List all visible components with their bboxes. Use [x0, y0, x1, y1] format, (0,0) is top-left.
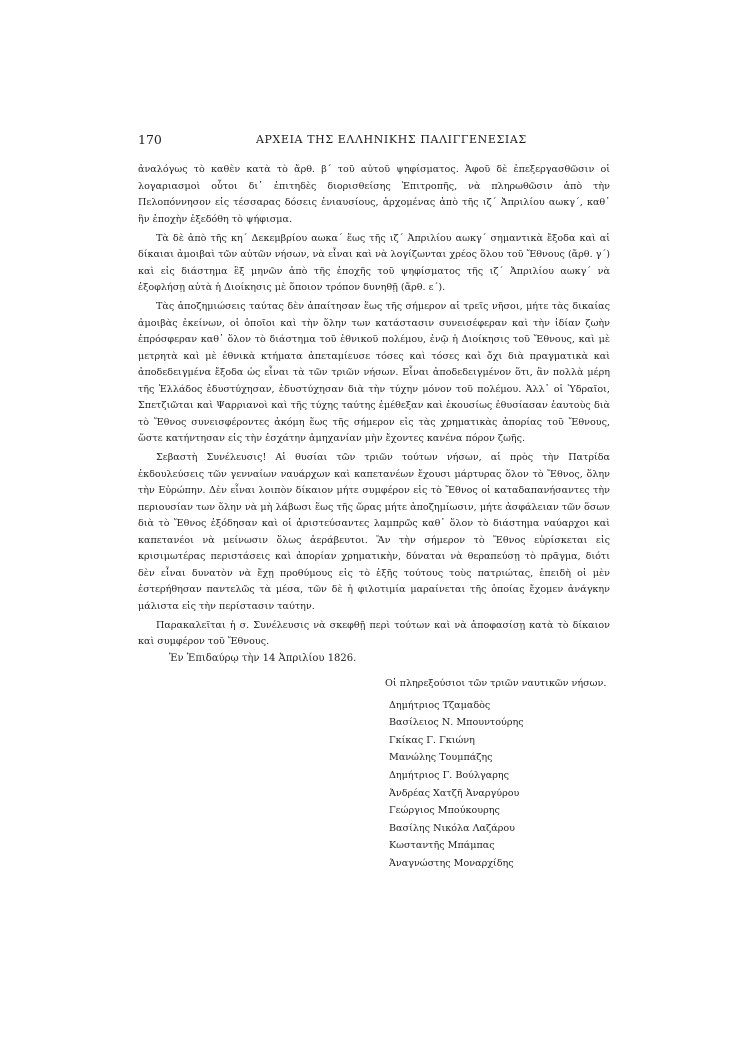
paragraph: Σεβαστὴ Συνέλευσις! Αἱ θυσίαι τῶν τριῶν τούτων νήσων, αἱ πρὸς τὴν Πατρίδα ἐκδουλεύσεις τῶν γενναίων ναυάρχων καὶ καπετανέων ἔχουσι μάρτυρας ὅλον τὸ Ἔθνος, ὅλην τὴν Εὐρώπην. Δὲν εἶναι λοιπὸν δίκαιον μήτε συμφέρον εἰς τὸ Ἔθνος οἱ καταδαπανήσαντες τὴν περιουσίαν των ὅλην νὰ μὴ λάβωσι ἕως τῆς ὥρας μήτε ἀποζημίωσιν, μήτε ἀσφάλειαν τῶν ὅσων διὰ τὸ Ἔθνος ἐξόδησαν καὶ οἱ ἀριστεύσαντες λαμπρῶς καθ᾽ ὅλον τὸ διάστημα ναύαρχοι καὶ καπετανέοι νὰ μείνωσιν ὅλως ἀεράβευτοι. Ἂν τὴν σήμερον τὸ Ἔθνος εὑρίσκεται εἰς κρισιμωτέρας περιστάσεις καὶ ἀπορίαν χρηματικὴν, δύναται νὰ θεραπεύσῃ τὸ πρᾶγμα, διότι δὲν εἶναι δυνατὸν νὰ ἔχῃ προθύμους εἰς τὸ ἑξῆς τούτους τοὺς πατριώτας, ἐπειδὴ οἱ μὲν ἐστερήθησαν παντελῶς τὰ μέσα, τῶν δὲ ἡ φιλοτιμία μαραίνεται τῆς ὁποίας ἔχομεν ἀνάγκην μάλιστα εἰς τὴν περίστασιν ταύτην.: [138, 452, 610, 612]
page-number: 170: [138, 132, 162, 147]
place-date-line: Ἐν Ἐπιδαύρῳ τὴν 14 Ἀπριλίου 1826.: [169, 653, 357, 664]
paragraph: Τὰς ἀποζημιώσεις ταύτας δὲν ἀπαίτησαν ἕως τῆς σήμερον αἱ τρεῖς νῆσοι, μήτε τὰς δικαίας ἀμοιβὰς ἐκείνων, οἱ ὁποῖοι καὶ τὴν ὅλην των κατάστασιν συνεισέφεραν καὶ τὴν ἰδίαν ζωὴν ἐπρόσφεραν καθ᾽ ὅλον τὸ διάστημα τοῦ ἐθνικοῦ πολέμου, ἐνῷ ἡ Διοίκησις τοῦ Ἔθνους, καὶ μὲ μετρητὰ καὶ μὲ ἐθνικὰ κτήματα ἀπεταμίευσε τόσες καὶ τόσες καὶ ὄχι διὰ πραγματικὰ καὶ ἀποδεδειγμένα ἔξοδα ὡς εἶναι τὰ τῶν τριῶν νήσων. Εἶναι ἀποδεδειγμένον ὅτι, ἂν πολλὰ μέρη τῆς Ἑλλάδος ἐδυστύχησαν, ἐδυστύχησαν διὰ τὴν τύχην μόνον τοῦ πολέμου. Ἀλλ᾽ οἱ Ὑδραῖοι, Σπετζιῶται καὶ Ψαρριανοὶ καὶ τῆς τύχης ταύτης ἐμέθεξαν καὶ ἑκουσίως ἐθυσίασαν ἑαυτοὺς διὰ τὸ Ἔθνος συνεισφέροντες ἀκόμη ἕως τῆς σήμερον εἰς τὰς χρηματικὰς ἀπορίας τοῦ Ἔθνους, ὥστε κατήντησαν εἰς τὴν ἐσχάτην ἀμηχανίαν μὴν ἔχοντες κανένα πόρον ζωῆς.: [138, 301, 610, 444]
paragraph: Τὰ δὲ ἀπὸ τῆς κη΄ Δεκεμβρίου αωκα΄ ἕως τῆς ιζ΄ Ἀπριλίου αωκγ΄ σημαντικὰ ἔξοδα καὶ αἱ δίκαιαι ἀμοιβαὶ τῶν αὐτῶν νήσων, νὰ εἶναι καὶ νὰ λογίζωνται χρέος ὅλου τοῦ Ἔθνους (ἄρθ. γ΄) καὶ εἰς διάστημα ἓξ μηνῶν ἀπὸ τῆς ἐποχῆς τοῦ ψηφίσματος τῆς ιζ΄ Ἀπριλίου αωκγ΄ νὰ ἐξοφλήσῃ αὐτὰ ἡ Διοίκησις μὲ ὅποιον τρόπον δυνηθῇ (ἄρθ. ε΄).: [138, 232, 610, 293]
signatory-name: Δημήτριος Τζαμαδὸς: [389, 699, 491, 711]
signatory-name: Ἀνδρέας Χατζῆ Ἀναργύρου: [389, 787, 520, 799]
running-title: ΑΡΧΕΙΑ ΤΗΣ ΕΛΛΗΝΙΚΗΣ ΠΑΛΙΓΓΕΝΕΣΙΑΣ: [256, 133, 527, 146]
signatory-name: Γκίκας Γ. Γκιώνη: [389, 734, 475, 746]
paragraph-continuation: ἀναλόγως τὸ καθὲν κατὰ τὸ ἄρθ. β΄ τοῦ αὐτοῦ ψηφίσματος. Ἀφοῦ δὲ ἐπεξεργασθῶσιν οἱ λογαριασμοὶ οὗτοι δι᾽ ἐπιτηδὲς διορισθείσης Ἐπιτροπῆς, νὰ πληρωθῶσιν ἀπὸ τὴν Πελοπόννησον εἰς τέσσαρας δόσεις ἐνιαυσίους, ἀρχομένας ἀπὸ τῆς ιζ΄ Ἀπριλίου αωκγ΄, καθ᾽ ἣν ἐποχὴν ἐξεδόθη τὸ ψήφισμα.: [138, 164, 610, 225]
signatory-name: Βασίλειος Ν. Μπουντούρης: [389, 717, 524, 729]
signatory-name: Βασίλης Νικόλα Λαζάρου: [389, 822, 515, 834]
signatory-name: Δημήτριος Γ. Βούλγαρης: [389, 769, 510, 781]
signature-block: [385, 675, 615, 873]
signatory-name: Γεώργιος Μπούκουρης: [389, 805, 500, 817]
signatory-name: Κωσταντῆς Μπάμπας: [389, 840, 495, 852]
paragraph: Παρακαλεῖται ἡ σ. Συνέλευσις νὰ σκεφθῇ περὶ τούτων καὶ νὰ ἀποφασίσῃ κατὰ τὸ δίκαιον καὶ συμφέρον τοῦ Ἔθνους.: [138, 619, 610, 647]
signatory-list: [385, 697, 615, 873]
page-header: [138, 132, 610, 148]
signatories-heading: Οἱ πληρεξούσιοι τῶν τριῶν ναυτικῶν νήσων.: [385, 678, 607, 689]
signatory-name: Ἀναγνώστης Μοναρχίδης: [389, 857, 514, 869]
body-text: [138, 162, 610, 653]
signatory-name: Μανώλης Τουμπάζης: [389, 752, 493, 764]
